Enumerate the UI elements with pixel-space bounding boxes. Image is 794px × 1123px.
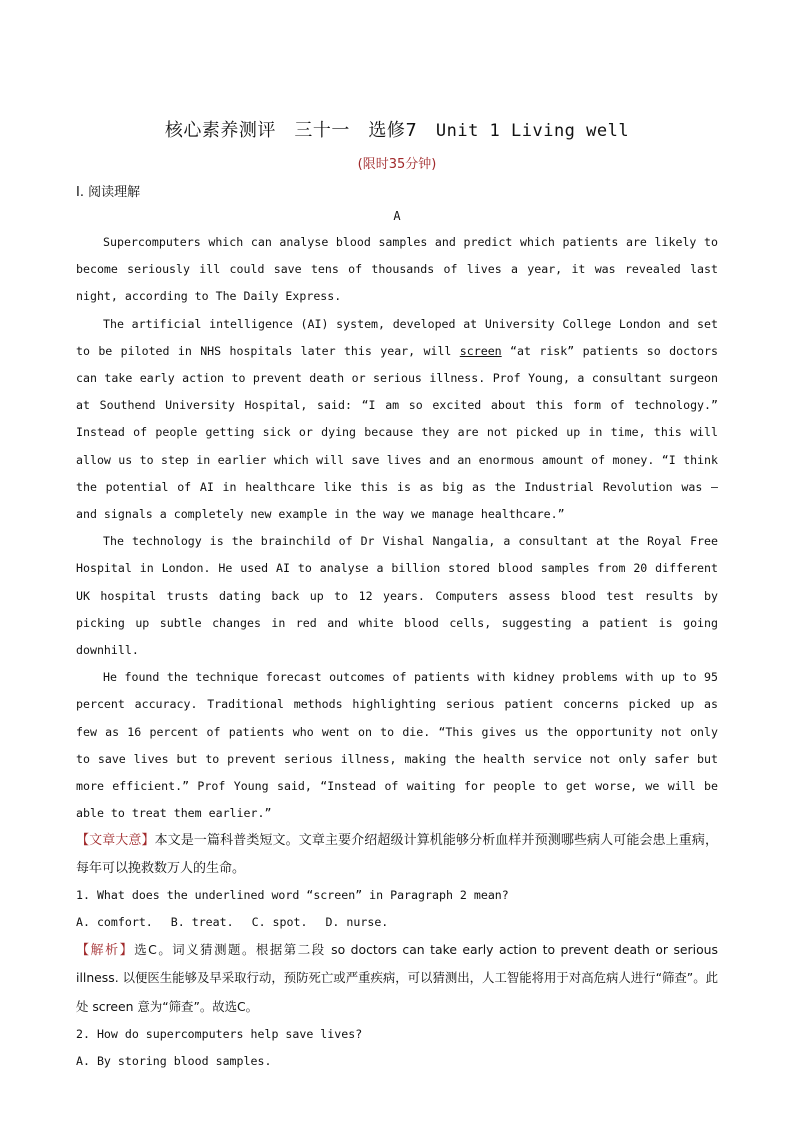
title-chinese: 核心素养测评 三十一 选修7 bbox=[164, 120, 436, 141]
title-english: Unit 1 Living well bbox=[435, 121, 630, 141]
option-b: B. treat. bbox=[170, 915, 234, 930]
paragraph-2-start: The artificial intelligence (AI) system, developed at University College London and set to be piloted in NHS hospitals later this year, will bbox=[76, 316, 718, 358]
paragraph-3: The technology is the brainchild of Dr Vishal Nangalia, a consultant at the Royal Free Hospital in London. He used AI to analyse a billion stored blood samples from 20 different UK hospital trusts dating back up to 12 years. Computers assess blood test results by picking up subtle changes in red and white blood cells, suggesting a patient is going downhill. bbox=[76, 534, 718, 658]
question-2-stem: 2. How do supercomputers help save lives? bbox=[76, 1026, 363, 1041]
paragraph-1: Supercomputers which can analyse blood samples and predict which patients are likely to become seriously ill could save tens of thousands of lives a year, it was revealed last night, according to The Daily Express. bbox=[76, 235, 718, 304]
question-1-options bbox=[76, 909, 718, 936]
passage-body bbox=[76, 229, 718, 1075]
analysis-text: 选C。词义猜测题。根据第二段 so doctors can take early action to prevent death or serious illness. 以便医生能够及早采取行动，预防死亡或严重疾病，可以猜测出，人工智能将用于对高危病人进行“筛查”。此处 screen 意为“筛查”。故选C。 bbox=[76, 942, 718, 1014]
analysis-label: 【解析】 bbox=[76, 943, 135, 959]
paragraph-2-rest: “at risk” patients so doctors can take early action to prevent death or serious illness. Prof Young, a consultant surgeon at Southend University Hospital, said: “I am so excited about this form of technology.” Instead of people getting sick or dying because they are not picked up in time, this will allow us to step in earlier which will save lives and an enormous amount of money. “I think the potential of AI in healthcare like this is as big as the Industrial Revolution was — and signals a completely new example in the way we manage healthcare.” bbox=[76, 343, 718, 522]
question-1-stem: 1. What does the underlined word “screen” in Paragraph 2 mean? bbox=[76, 887, 509, 902]
paragraph-2 bbox=[76, 311, 718, 529]
section-heading: Ⅰ. 阅读理解 bbox=[76, 185, 141, 200]
option-c: C. spot. bbox=[251, 915, 308, 930]
paragraph-4: He found the technique forecast outcomes of patients with kidney problems with up to 95 percent accuracy. Traditional methods highlighting serious patient concerns picked up as few as 16 percent of patients who went on to die. “This gives us the opportunity not only to save lives but to prevent serious illness, making the health service not only safer but more efficient.” Prof Young said, “Instead of waiting for people to get worse, we will be able to treat them earlier.” bbox=[76, 670, 718, 821]
summary-text: 本文是一篇科普类短文。文章主要介绍超级计算机能够分析血样并预测哪些病人可能会患上重病，每年可以挽救数万人的生命。 bbox=[76, 833, 718, 876]
passage-letter: A bbox=[393, 209, 401, 223]
page-title bbox=[0, 116, 794, 142]
analysis-block bbox=[76, 936, 718, 1021]
summary-label: 【文章大意】 bbox=[76, 833, 155, 849]
option-d: D. nurse. bbox=[325, 915, 389, 930]
underlined-word: screen bbox=[459, 343, 502, 358]
option-a: A. comfort. bbox=[76, 915, 153, 930]
question-2-option-a: A. By storing blood samples. bbox=[76, 1054, 272, 1069]
time-limit-note: (限时35分钟) bbox=[357, 157, 437, 172]
summary-block bbox=[76, 827, 718, 881]
